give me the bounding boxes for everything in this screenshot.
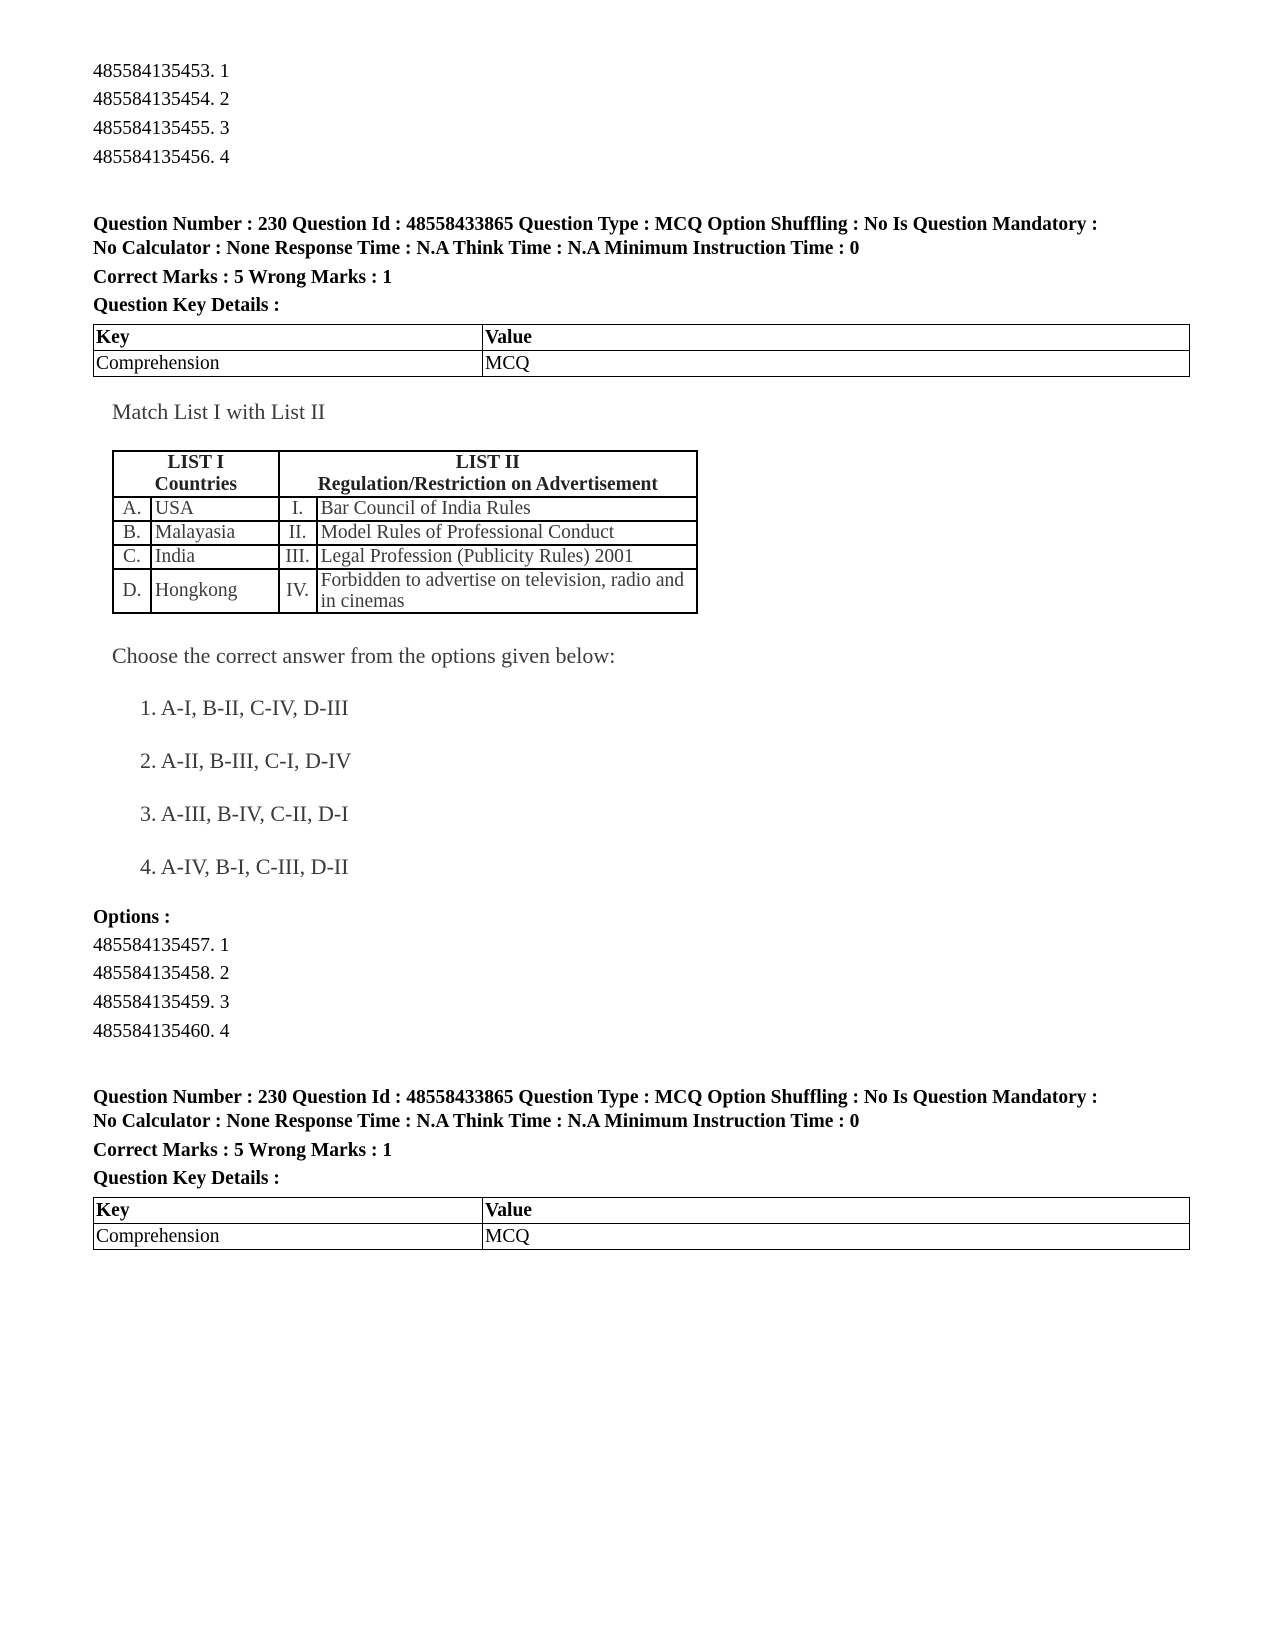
option-3: 485584135459. 3	[93, 992, 230, 1013]
q1-header-line2: No Calculator : None Response Time : N.A Think Time : N.A Minimum Instruction Time : 0	[93, 238, 860, 259]
prev-option-1: 485584135453. 1	[93, 61, 230, 82]
list2-title: LIST II	[455, 452, 520, 473]
list2-subtitle: Regulation/Restriction on Advertisement	[317, 474, 658, 495]
q2-key-details-table	[93, 1197, 1190, 1250]
row-letter: A.	[113, 497, 151, 521]
table-row	[94, 1198, 1190, 1224]
prev-option-3: 485584135455. 3	[93, 118, 230, 139]
choice-3: 3. A-III, B-IV, C-II, D-I	[140, 801, 349, 826]
row-key-cell: Comprehension	[94, 1224, 483, 1250]
choice-1: 1. A-I, B-II, C-IV, D-III	[140, 695, 349, 720]
q2-header-line2: No Calculator : None Response Time : N.A Think Time : N.A Minimum Instruction Time : 0	[93, 1111, 860, 1132]
row-country: Malayasia	[151, 521, 279, 545]
row-letter: D.	[113, 569, 151, 613]
table-row	[94, 1224, 1190, 1250]
match-row	[113, 569, 697, 613]
q2-header-line1: Question Number : 230 Question Id : 48558433865 Question Type : MCQ Option Shuffling : No Is Question Mandatory :	[93, 1087, 1098, 1108]
row-value-cell: MCQ	[483, 1224, 1190, 1250]
prev-option-4: 485584135456. 4	[93, 147, 230, 168]
row-roman: IV.	[279, 569, 317, 613]
list1-header	[113, 451, 279, 497]
list2-header	[279, 451, 697, 497]
row-country: Hongkong	[151, 569, 279, 613]
col-key-header: Key	[94, 1198, 483, 1224]
choice-4: 4. A-IV, B-I, C-III, D-II	[140, 854, 349, 879]
q1-key-details-label: Question Key Details :	[93, 295, 280, 316]
row-regulation: Bar Council of India Rules	[317, 497, 697, 521]
row-country: USA	[151, 497, 279, 521]
match-row	[113, 497, 697, 521]
col-value-header: Value	[483, 1198, 1190, 1224]
row-value-cell: MCQ	[483, 351, 1190, 377]
row-regulation: Legal Profession (Publicity Rules) 2001	[317, 545, 697, 569]
option-1: 485584135457. 1	[93, 935, 230, 956]
row-country: India	[151, 545, 279, 569]
row-roman: III.	[279, 545, 317, 569]
row-roman: I.	[279, 497, 317, 521]
q1-marks: Correct Marks : 5 Wrong Marks : 1	[93, 267, 393, 288]
prev-option-2: 485584135454. 2	[93, 89, 230, 110]
list1-title: LIST I	[167, 452, 225, 473]
row-regulation: Model Rules of Professional Conduct	[317, 521, 697, 545]
option-4: 485584135460. 4	[93, 1021, 230, 1042]
option-2: 485584135458. 2	[93, 963, 230, 984]
q1-key-details-table	[93, 324, 1190, 377]
col-key-header: Key	[94, 325, 483, 351]
row-letter: B.	[113, 521, 151, 545]
q1-header-line1: Question Number : 230 Question Id : 48558433865 Question Type : MCQ Option Shuffling : No Is Question Mandatory :	[93, 214, 1098, 235]
row-regulation: Forbidden to advertise on television, radio and in cinemas	[317, 569, 697, 613]
table-row	[94, 351, 1190, 377]
choice-2: 2. A-II, B-III, C-I, D-IV	[140, 748, 352, 773]
table-row	[94, 325, 1190, 351]
match-row	[113, 545, 697, 569]
match-header-row	[113, 451, 697, 497]
match-row	[113, 521, 697, 545]
list1-subtitle: Countries	[154, 474, 237, 495]
q2-marks: Correct Marks : 5 Wrong Marks : 1	[93, 1140, 393, 1161]
row-roman: II.	[279, 521, 317, 545]
choose-instruction: Choose the correct answer from the options given below:	[112, 643, 616, 668]
col-value-header: Value	[483, 325, 1190, 351]
match-table	[112, 450, 698, 614]
question-intro: Match List I with List II	[112, 399, 326, 424]
row-key-cell: Comprehension	[94, 351, 483, 377]
row-letter: C.	[113, 545, 151, 569]
q2-key-details-label: Question Key Details :	[93, 1168, 280, 1189]
options-label: Options :	[93, 907, 171, 928]
